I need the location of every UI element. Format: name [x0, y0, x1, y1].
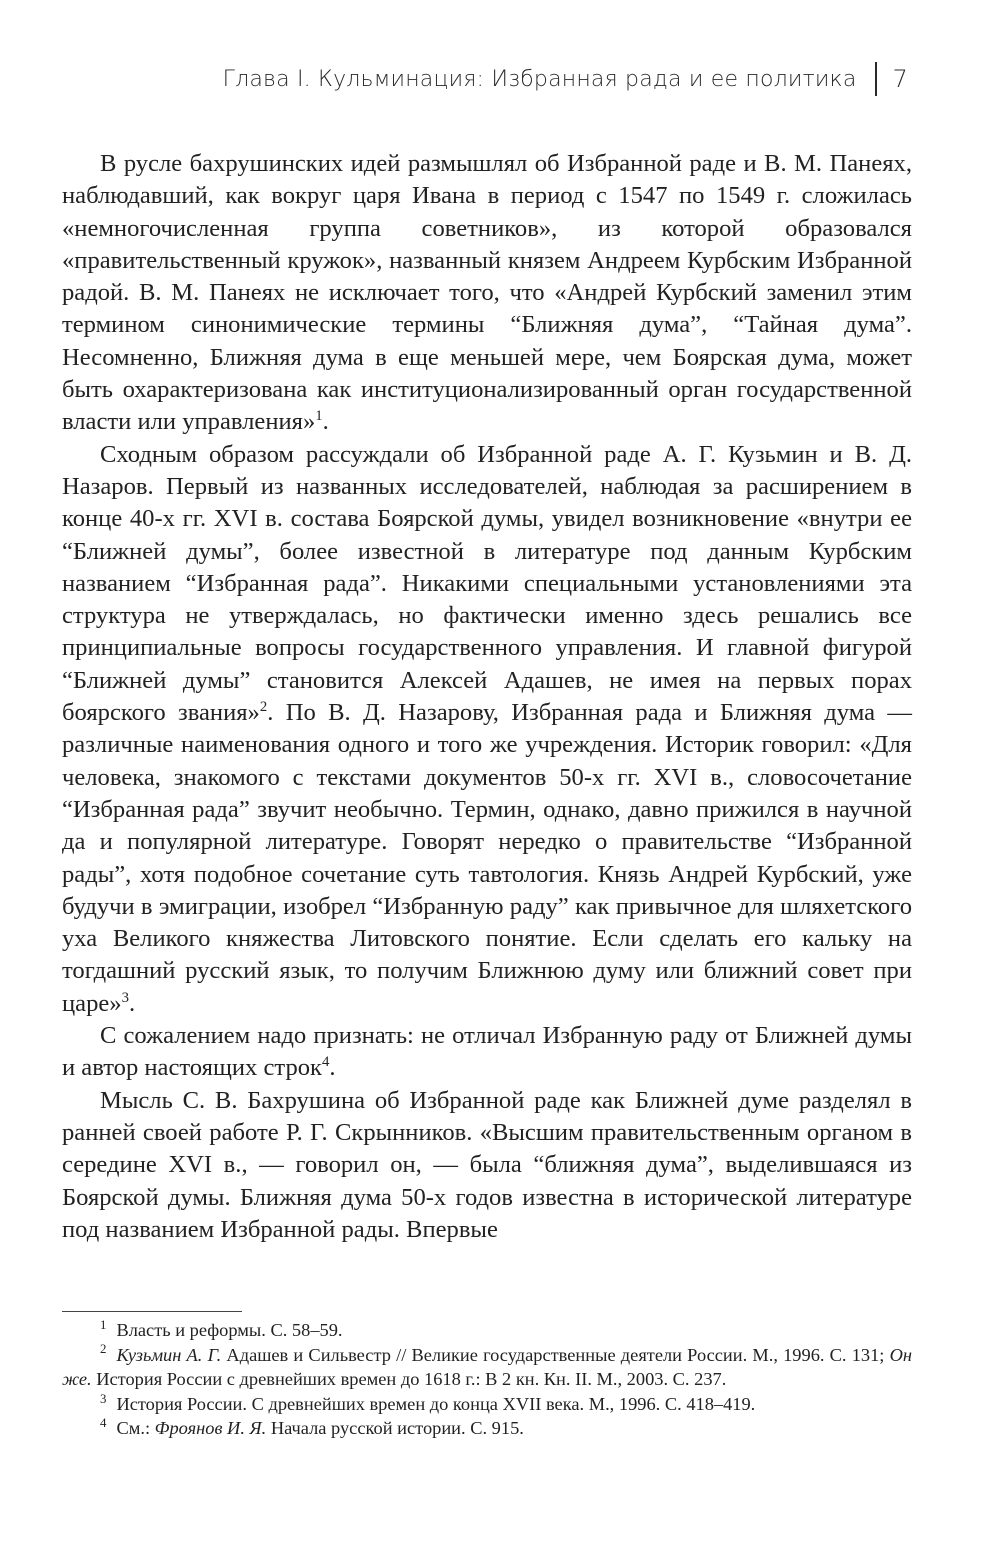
paragraph-text: Сходным образом рассуждали об Избранной раде А. Г. Кузьмин и В. Д. Назаров. Первый из названных исследователей, наблюдая за расширением в конце 40-х гг. XVI в. состава Боярской думы, увидел возникновение «внутри ее “Ближней думы”, более известной в литературе под данным Курбским названием “Избранная рада”. Никакими специальными установлениями эта структура не утверждалась, но фактически именно здесь решались все принципиальные вопросы государственного управления. И главной фигурой “Ближней думы” становится Алексей Адашев, не имея на первых порах боярского звания» — [62, 440, 912, 727]
footnote-number: 1 — [100, 1317, 107, 1332]
footnote-author: Фроянов И. Я. — [154, 1418, 267, 1439]
paragraph-text: В русле бахрушинских идей размышлял об Избранной раде и В. М. Панеях, наблюдавший, как вокруг царя Ивана в период с 1547 по 1549 г. сложилась «немногочисленная группа советников», из которой образовался «правительственный кружок», названный князем Андреем Курбским Избранной радой. В. М. Панеях не исключает того, что «Андрей Курбский заменил этим термином синонимические термины “Ближняя дума”, “Тайная дума”. Несомненно, Ближняя дума в еще меньшей мере, чем Боярская дума, может быть охарактеризована как институционализированный орган государственной власти или управления» — [62, 150, 912, 436]
paragraph — [62, 1020, 912, 1085]
footnote-text: Власть и реформы. С. 58–59. — [116, 1320, 343, 1340]
footnote — [62, 1343, 912, 1392]
chapter-title: Глава I. Кульминация: Избранная рада и ее политика — [222, 66, 857, 92]
header-divider — [875, 62, 877, 96]
page-number: 7 — [892, 65, 908, 93]
footnote-number: 2 — [100, 1342, 107, 1357]
paragraph — [62, 1085, 912, 1246]
footnote-ref: 3 — [121, 989, 129, 1006]
paragraph-text: С сожалением надо признать: не отличал Избранную раду от Ближней думы и автор настоящих строк — [62, 1022, 912, 1082]
footnote-text: Адашев и Сильвестр // Великие государственные деятели России. М., 1996. С. 131; — [221, 1344, 890, 1365]
footnote-text: История России с древнейших времен до 1618 г.: В 2 кн. Кн. II. М., 2003. С. 237. — [91, 1369, 727, 1390]
running-head — [223, 62, 908, 96]
footnote-ref: 4 — [322, 1054, 330, 1071]
footnote-rule — [62, 1311, 242, 1312]
footnote-prefix: См.: — [116, 1418, 155, 1439]
footnote-text: Начала русской истории. С. 915. — [266, 1418, 524, 1439]
main-text — [62, 148, 912, 1246]
paragraph — [62, 439, 912, 1020]
footnote — [62, 1392, 912, 1417]
footnote-author: Он же. — [62, 1344, 912, 1390]
paragraph — [62, 148, 912, 439]
footnote-author: Кузьмин А. Г. — [116, 1344, 222, 1365]
paragraph-tail: . — [322, 408, 329, 436]
footnotes — [62, 1318, 912, 1441]
paragraph-tail: . — [128, 989, 136, 1017]
paragraph-text: Мысль С. В. Бахрушина об Избранной раде как Ближней думе разделял в ранней своей работе Р. Г. Скрынников. «Высшим правительственным органом в середине XVI в., — говорил он, — была “ближняя дума”, выделившаяся из Боярской думы. Ближняя дума 50-х годов известна в исторической литературе под названием Избранной рады. Впервые — [62, 1086, 912, 1243]
footnote-number: 3 — [100, 1391, 107, 1406]
footnote — [62, 1318, 912, 1343]
footnote-ref: 2 — [259, 698, 268, 715]
paragraph-tail: . — [329, 1054, 336, 1082]
footnote-text: История России. С древнейших времен до конца XVII века. М., 1996. С. 418–419. — [116, 1393, 756, 1414]
footnote-ref: 1 — [315, 408, 323, 425]
footnote-number: 4 — [100, 1416, 107, 1431]
footnote — [62, 1416, 912, 1441]
paragraph-tail: . По В. Д. Назарову, Избранная рада и Ближняя дума — различные наименования одного и того же учреждения. Историк говорил: «Для человека, знакомого с текстами документов 50-х гг. XVI в., словосочетание “Избранная рада” звучит необычно. Термин, однако, давно прижился в научной да и популярной литературе. Говорят нередко о правительстве “Избранной рады”, хотя подобное сочетание суть тавтология. Князь Андрей Курбский, уже будучи в эмиграции, изобрел “Избранную раду” как привычное для шляхетского уха Великого княжества Литовского понятие. Если сделать его кальку на тогдашний русский язык, то получим Ближнюю думу или ближний совет при царе» — [62, 699, 913, 1017]
